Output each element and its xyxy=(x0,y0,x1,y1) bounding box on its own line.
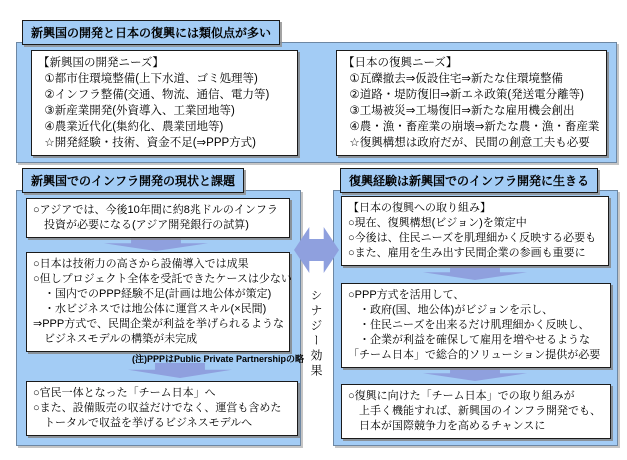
text-line: ④農・漁・畜産業の崩壊⇒新たな農・漁・畜産業 xyxy=(343,121,600,133)
text-line: ○アジアでは、今後10年間に約8兆ドルのインフラ xyxy=(33,204,278,216)
text-line: トータルで収益を挙げるビジネスモデルへ xyxy=(33,417,253,429)
text-line: 上手く機能すれば、新興国のインフラ開発でも、 xyxy=(348,405,601,417)
text-line: ○また、雇用を生み出す民間企業の参画も重要に xyxy=(348,247,586,259)
text-line: 【日本の復興ニーズ】 xyxy=(343,57,458,69)
diagram-title: 新興国の開発と日本の復興には類似点が多い xyxy=(22,20,280,45)
text-line: ☆復興構想は政府だが、民間の創意工夫も必要 xyxy=(343,137,590,149)
text-line: ③工場被災⇒工場復旧⇒新たな雇用機会創出 xyxy=(343,105,575,117)
team-japan-model-box xyxy=(26,381,298,436)
text-line: ③新産業開発(外資導入、工業団地等) xyxy=(38,105,235,117)
left-section-header: 新興国でのインフラ開発の現状と課題 xyxy=(22,168,244,193)
text-line: ○現在、復興構想(ビジョン)を策定中 xyxy=(348,217,527,229)
text-line: ○PPP方式を活用して、 xyxy=(348,289,465,301)
text-line: ①都市住環境整備(上下水道、ゴミ処理等) xyxy=(38,73,258,85)
ppp-utilization-box xyxy=(341,283,611,368)
text-line: ④農業近代化(集約化、農業団地等) xyxy=(38,121,224,133)
development-needs-box xyxy=(31,50,298,156)
ppp-note: (注)PPPはPublic Private Partnershipの略 xyxy=(132,354,305,364)
asia-infra-investment-box xyxy=(26,198,290,238)
text-line: ・水ビジネスでは地公体に運営スキル(×民間) xyxy=(33,303,267,315)
text-line: ・国内でのPPP経験不足(計画は地公体が策定) xyxy=(33,288,272,300)
text-line: ②インフラ整備(交通、物流、通信、電力等) xyxy=(38,89,270,101)
text-line: ○日本は技術力の高さから設備導入では成果 xyxy=(33,258,249,270)
japan-recovery-efforts-box xyxy=(341,196,609,266)
text-line: ・住民ニーズを出来るだけ肌理細かく反映し、 xyxy=(348,319,590,331)
text-line: ☆開発経験・技術、資金不足(⇒PPP方式) xyxy=(38,137,257,149)
text-line: ビジネスモデルの構築が未完成 xyxy=(33,333,198,345)
global-competitiveness-box xyxy=(341,384,611,439)
text-line: ○官民一体となった「チーム日本」へ xyxy=(33,387,216,399)
text-line: ○但しプロジェクト全体を受託できたケースは少ない xyxy=(33,273,292,285)
synergy-label: シナジー効果 xyxy=(309,289,323,379)
text-line: 【新興国の開発ニーズ】 xyxy=(38,57,164,69)
text-line: ○復興に向けた「チーム日本」での取り組みが xyxy=(348,390,575,402)
right-section-header: 復興経験は新興国でのインフラ開発に生きる xyxy=(340,168,598,193)
recovery-needs-box xyxy=(336,50,607,156)
text-line: ○また、設備販売の収益だけでなく、運営も含めた xyxy=(33,402,282,414)
text-line: ①瓦礫撤去⇒仮設住宅⇒新たな住環境整備 xyxy=(343,73,563,85)
text-line: ・企業が利益を確保して雇用を増やせるような xyxy=(348,334,590,346)
text-line: 投資が必要になる(アジア開発銀行の試算) xyxy=(33,219,249,231)
text-line: 【日本の復興への取り組み】 xyxy=(348,202,491,214)
text-line: ○今後は、住民ニーズを肌理細かく反映する必要も xyxy=(348,232,597,244)
text-line: ②道路・堤防復旧⇒新エネ政策(発送電分離等) xyxy=(343,89,584,101)
text-line: 「チーム日本」で総合的ソリューション提供が必要 xyxy=(348,349,601,361)
japan-ppp-issues-box xyxy=(26,252,290,352)
text-line: ⇒PPP方式で、民間企業が利益を挙げられるような xyxy=(33,318,285,330)
text-line: 日本が国際競争力を高めるチャンスに xyxy=(348,420,546,432)
text-line: ・政府(国、地公体)がビジョンを示し、 xyxy=(348,304,554,316)
